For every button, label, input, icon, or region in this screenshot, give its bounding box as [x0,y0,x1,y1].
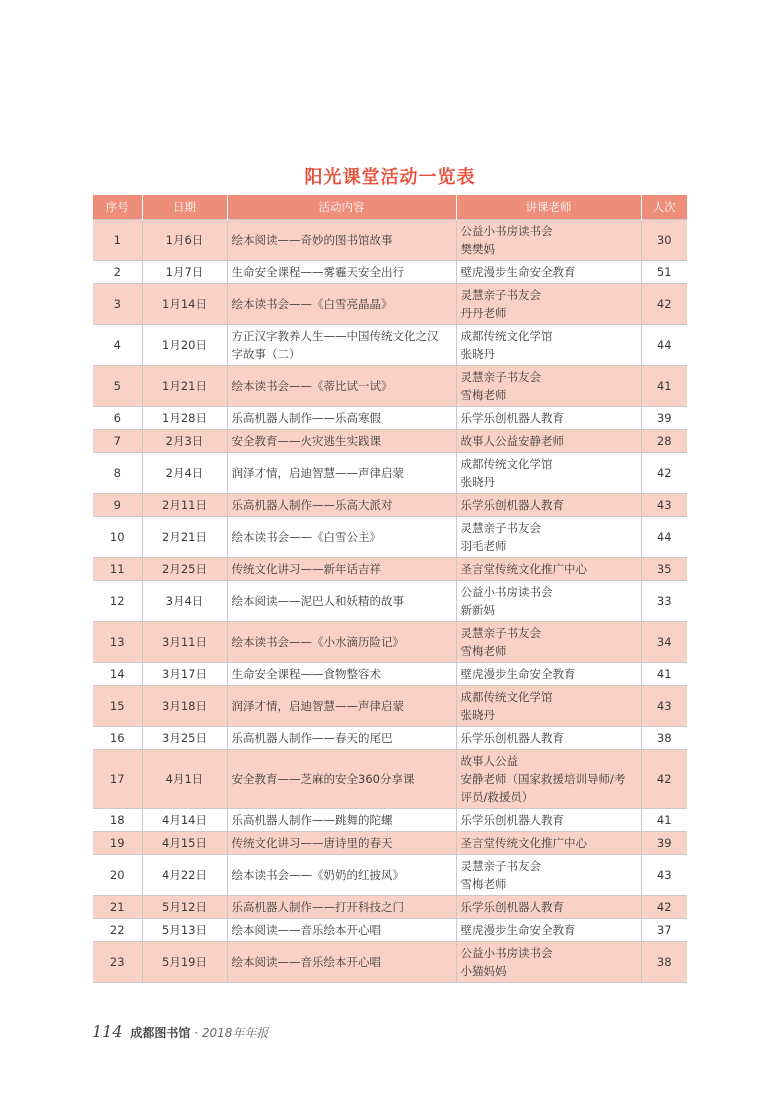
row-teacher [456,855,641,896]
row-count: 38 [641,727,687,750]
row-content [227,919,456,942]
row-date: 3月18日 [142,686,227,727]
teacher-line: 丹丹老师 [460,306,507,320]
row-date: 5月13日 [142,919,227,942]
row-date: 1月20日 [142,325,227,366]
row-number: 3 [93,284,142,325]
row-count: 30 [641,220,687,261]
row-number: 12 [93,581,142,622]
row-date: 3月4日 [142,581,227,622]
table-row [93,727,687,750]
row-content [227,622,456,663]
teacher-line: 壁虎漫步生命安全教育 [460,667,576,681]
row-date: 3月25日 [142,727,227,750]
teacher-line: 雪梅老师 [460,644,507,658]
header-content: 活动内容 [227,195,456,220]
row-count: 41 [641,663,687,686]
row-content [227,581,456,622]
row-date: 1月14日 [142,284,227,325]
teacher-line: 灵慧亲子书友会 [460,859,541,873]
row-number: 7 [93,430,142,453]
row-teacher [456,622,641,663]
row-content [227,366,456,407]
row-date: 2月25日 [142,558,227,581]
row-date: 2月4日 [142,453,227,494]
row-teacher [456,284,641,325]
content-line: 绘本读书会——《白雪亮晶晶》 [231,297,393,311]
row-number: 14 [93,663,142,686]
row-content [227,809,456,832]
row-teacher [456,942,641,983]
header-teacher: 讲课老师 [456,195,641,220]
content-line: 生命安全课程——雾霾天安全出行 [231,265,404,279]
row-number: 22 [93,919,142,942]
content-line: 乐高机器人制作——跳舞的陀螺 [231,813,393,827]
content-line: 乐高机器人制作——打开科技之门 [231,900,404,914]
footer-separator: · [194,1026,199,1040]
row-count: 35 [641,558,687,581]
row-number: 6 [93,407,142,430]
row-date: 2月21日 [142,517,227,558]
row-teacher [456,261,641,284]
row-count: 43 [641,686,687,727]
row-date: 3月17日 [142,663,227,686]
row-number: 21 [93,896,142,919]
row-count: 39 [641,832,687,855]
row-count: 42 [641,453,687,494]
table-row [93,686,687,727]
teacher-line: 雪梅老师 [460,877,507,891]
table-row [93,832,687,855]
teacher-line: 公益小书房读书会 [460,946,553,960]
teacher-line: 灵慧亲子书友会 [460,288,541,302]
row-teacher [456,453,641,494]
teacher-line: 樊樊妈 [460,242,495,256]
teacher-line: 张晓丹 [460,347,495,361]
table-row [93,430,687,453]
table-body [93,220,687,983]
row-date: 1月6日 [142,220,227,261]
row-number: 5 [93,366,142,407]
row-content [227,284,456,325]
row-content [227,663,456,686]
row-teacher [456,366,641,407]
row-date: 4月15日 [142,832,227,855]
content-line: 字故事（二） [231,347,301,361]
teacher-line: 乐学乐创机器人教育 [460,498,564,512]
row-teacher [456,809,641,832]
row-teacher [456,494,641,517]
row-content [227,494,456,517]
table-row [93,284,687,325]
teacher-line: 故事人公益 [460,754,518,768]
table-row [93,407,687,430]
teacher-line: 灵慧亲子书友会 [460,370,541,384]
activity-table [93,195,687,983]
row-number: 1 [93,220,142,261]
row-count: 39 [641,407,687,430]
content-line: 安全教育——芝麻的安全360分享课 [231,772,415,786]
teacher-line: 安静老师（国家救援培训导师/考 [460,772,626,786]
teacher-line: 张晓丹 [460,708,495,722]
row-number: 10 [93,517,142,558]
row-teacher [456,727,641,750]
teacher-line: 评员/救援员） [460,790,534,804]
row-number: 9 [93,494,142,517]
teacher-line: 乐学乐创机器人教育 [460,411,564,425]
row-number: 20 [93,855,142,896]
row-count: 43 [641,855,687,896]
row-teacher [456,558,641,581]
table-row [93,494,687,517]
table-row [93,453,687,494]
teacher-line: 公益小书房读书会 [460,224,553,238]
table-row [93,896,687,919]
row-content [227,896,456,919]
row-content [227,750,456,809]
row-number: 13 [93,622,142,663]
teacher-line: 壁虎漫步生命安全教育 [460,923,576,937]
table-header-row [93,195,687,220]
teacher-line: 乐学乐创机器人教育 [460,731,564,745]
row-count: 41 [641,809,687,832]
row-content [227,430,456,453]
teacher-line: 新新妈 [460,603,495,617]
row-number: 17 [93,750,142,809]
row-teacher [456,919,641,942]
row-content [227,727,456,750]
footer-report: 2018年年报 [201,1026,269,1040]
teacher-line: 灵慧亲子书友会 [460,521,541,535]
teacher-line: 公益小书房读书会 [460,585,553,599]
content-line: 绘本阅读——音乐绘本开心唱 [231,955,381,969]
content-line: 传统文化讲习——唐诗里的春天 [231,836,393,850]
row-count: 34 [641,622,687,663]
row-teacher [456,517,641,558]
row-count: 28 [641,430,687,453]
row-date: 1月28日 [142,407,227,430]
content-line: 绘本阅读——音乐绘本开心唱 [231,923,381,937]
row-count: 42 [641,284,687,325]
row-date: 4月1日 [142,750,227,809]
content-line: 乐高机器人制作——乐高寒假 [231,411,381,425]
row-teacher [456,686,641,727]
row-teacher [456,430,641,453]
row-count: 37 [641,919,687,942]
row-date: 4月22日 [142,855,227,896]
teacher-line: 灵慧亲子书友会 [460,626,541,640]
row-count: 41 [641,366,687,407]
row-number: 8 [93,453,142,494]
table-row [93,942,687,983]
row-count: 42 [641,750,687,809]
row-number: 23 [93,942,142,983]
table-row [93,581,687,622]
teacher-line: 故事人公益安静老师 [460,434,564,448]
table-row [93,220,687,261]
row-date: 2月3日 [142,430,227,453]
row-teacher [456,832,641,855]
row-teacher [456,663,641,686]
row-content [227,453,456,494]
row-count: 43 [641,494,687,517]
table-row [93,558,687,581]
teacher-line: 乐学乐创机器人教育 [460,900,564,914]
teacher-line: 乐学乐创机器人教育 [460,813,564,827]
teacher-line: 壁虎漫步生命安全教育 [460,265,576,279]
table-row [93,517,687,558]
row-number: 19 [93,832,142,855]
row-teacher [456,896,641,919]
row-teacher [456,581,641,622]
row-content [227,261,456,284]
content-line: 润泽才情，启迪智慧——声律启蒙 [231,699,404,713]
teacher-line: 圣言堂传统文化推广中心 [460,836,587,850]
teacher-line: 圣言堂传统文化推广中心 [460,562,587,576]
content-line: 润泽才情，启迪智慧——声律启蒙 [231,466,404,480]
teacher-line: 张晓丹 [460,475,495,489]
row-count: 42 [641,896,687,919]
content-line: 传统文化讲习——新年话吉祥 [231,562,381,576]
table-row [93,366,687,407]
content-line: 生命安全课程——食物整容术 [231,667,381,681]
header-date: 日期 [142,195,227,220]
row-number: 15 [93,686,142,727]
teacher-line: 雪梅老师 [460,388,507,402]
row-content [227,220,456,261]
row-date: 4月14日 [142,809,227,832]
row-content [227,407,456,430]
row-date: 5月19日 [142,942,227,983]
row-teacher [456,220,641,261]
table-title: 阳光课堂活动一览表 [304,167,476,188]
row-number: 4 [93,325,142,366]
teacher-line: 小猫妈妈 [460,964,507,978]
content-line: 乐高机器人制作——春天的尾巴 [231,731,393,745]
row-content [227,942,456,983]
row-date: 3月11日 [142,622,227,663]
row-date: 5月12日 [142,896,227,919]
row-number: 16 [93,727,142,750]
content-line: 乐高机器人制作——乐高大派对 [231,498,393,512]
row-count: 44 [641,325,687,366]
teacher-line: 成都传统文化学馆 [460,457,553,471]
table-row [93,261,687,284]
content-line: 绘本阅读——奇妙的图书馆故事 [231,233,393,247]
table-row [93,919,687,942]
row-number: 2 [93,261,142,284]
table-row [93,855,687,896]
content-line: 安全教育——火灾逃生实践课 [231,434,381,448]
footer-org: 成都图书馆 [130,1026,191,1040]
content-line: 绘本阅读——泥巴人和妖精的故事 [231,594,404,608]
row-content [227,517,456,558]
row-date: 2月11日 [142,494,227,517]
row-count: 33 [641,581,687,622]
row-date: 1月21日 [142,366,227,407]
content-line: 绘本读书会——《小水滴历险记》 [231,635,404,649]
teacher-line: 羽毛老师 [460,539,507,553]
header-number: 序号 [93,195,142,220]
row-content [227,325,456,366]
content-line: 绘本读书会——《奶奶的红披风》 [231,868,404,882]
table-row [93,750,687,809]
table-row [93,325,687,366]
row-date: 1月7日 [142,261,227,284]
row-content [227,686,456,727]
header-count: 人次 [641,195,687,220]
row-teacher [456,407,641,430]
page-number: 114 [92,1022,123,1041]
table-row [93,809,687,832]
content-line: 绘本读书会——《白雪公主》 [231,530,381,544]
row-count: 44 [641,517,687,558]
row-number: 11 [93,558,142,581]
content-line: 方正汉字教养人生——中国传统文化之汉 [231,329,439,343]
row-number: 18 [93,809,142,832]
row-count: 51 [641,261,687,284]
row-content [227,832,456,855]
row-teacher [456,325,641,366]
table-row [93,663,687,686]
page-footer [92,1022,268,1041]
row-content [227,855,456,896]
row-count: 38 [641,942,687,983]
teacher-line: 成都传统文化学馆 [460,690,553,704]
content-line: 绘本读书会——《蒂比试一试》 [231,379,393,393]
teacher-line: 成都传统文化学馆 [460,329,553,343]
row-content [227,558,456,581]
table-row [93,622,687,663]
row-teacher [456,750,641,809]
